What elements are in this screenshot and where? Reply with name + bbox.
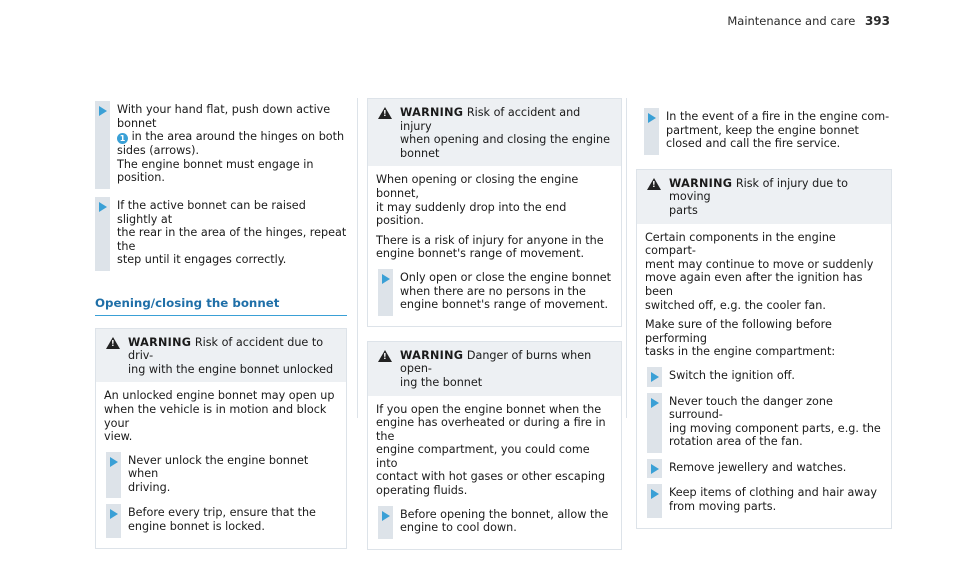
body-line: ment may continue to move or suddenly <box>645 257 874 271</box>
body-line: engine has overheated or during a fire in the <box>376 416 606 443</box>
warning-title: when opening and closing the engine <box>400 133 611 147</box>
step-arrow-icon <box>382 274 390 284</box>
step-line: Remove jewellery and watches. <box>669 460 847 474</box>
step-line: Before every trip, ensure that the <box>128 506 316 520</box>
header-section-title: Maintenance and care <box>727 14 856 28</box>
warning-triangle-icon <box>647 178 661 190</box>
step-line: sides (arrows). <box>117 144 200 158</box>
step-arrow-icon <box>651 464 659 474</box>
step-arrow-icon <box>99 106 107 116</box>
warning-title: ing the bonnet <box>400 375 483 389</box>
step-only-open-close <box>378 271 613 312</box>
warning-title: Danger of burns when open- <box>400 348 592 376</box>
column-divider <box>626 98 627 418</box>
step-line: step until it engages correctly. <box>117 253 287 267</box>
step-ignition-off <box>647 369 883 383</box>
body-line: There is a risk of injury for anyone in the <box>376 233 604 247</box>
body-line: operating fluids. <box>376 484 468 498</box>
column-divider <box>357 98 358 418</box>
step-ensure-locked <box>106 506 338 533</box>
warning-triangle-icon <box>378 350 392 362</box>
warning-title: Risk of accident due to driv- <box>128 335 324 363</box>
step-line: engine bonnet's range of movement. <box>400 298 609 312</box>
warning-label: WARNING <box>400 348 464 362</box>
step-line: closed and call the fire service. <box>666 137 841 151</box>
warning-box-burns <box>367 341 622 550</box>
step-never-touch <box>647 395 883 449</box>
step-line: engine bonnet is locked. <box>128 520 265 534</box>
warning-header <box>368 99 621 166</box>
step-line: Keep items of clothing and hair away <box>669 486 877 500</box>
column-3 <box>636 110 892 543</box>
step-line: If the active bonnet can be raised slightly at <box>117 198 306 226</box>
step-line: driving. <box>128 480 171 494</box>
step-line: partment, keep the engine bonnet <box>666 123 859 137</box>
step-arrow-icon <box>382 511 390 521</box>
section-title: Opening/closing the bonnet <box>95 297 347 316</box>
step-line: Never unlock the engine bonnet when <box>128 453 309 481</box>
body-line: engine compartment, you could come into <box>376 443 590 470</box>
body-line: when the vehicle is in motion and block your <box>104 402 327 430</box>
step-arrow-icon <box>110 509 118 519</box>
body-line: tasks in the engine compartment: <box>645 345 836 359</box>
warning-body <box>637 224 891 528</box>
step-line: Before opening the bonnet, allow the <box>400 507 609 521</box>
step-line: ing moving component parts, e.g. the <box>669 421 881 435</box>
warning-title: bonnet <box>400 146 440 160</box>
step-push-bonnet <box>95 103 347 185</box>
body-line: An unlocked engine bonnet may open up <box>104 389 335 403</box>
warning-label: WARNING <box>669 176 733 190</box>
step-line: Switch the ignition off. <box>669 368 795 382</box>
warning-header <box>368 342 621 396</box>
step-line: The engine bonnet must engage in position. <box>117 157 314 185</box>
body-line: view. <box>104 430 133 444</box>
body-line: move again even after the ignition has been <box>645 271 863 298</box>
warning-label: WARNING <box>400 106 464 119</box>
step-line: rotation area of the fan. <box>669 435 803 449</box>
step-never-unlock <box>106 454 338 495</box>
step-line: the rear in the area of the hinges, repeat the <box>117 226 347 253</box>
step-repeat <box>95 199 347 267</box>
column-2 <box>367 98 622 564</box>
warning-header <box>637 170 891 224</box>
warning-body <box>368 166 621 325</box>
step-arrow-icon <box>651 489 659 499</box>
running-header <box>727 15 890 29</box>
warning-body <box>368 396 621 549</box>
body-line: switched off, e.g. the cooler fan. <box>645 298 826 312</box>
warning-header <box>96 329 346 383</box>
warning-box-accident-injury <box>367 98 622 327</box>
step-line: In the event of a fire in the engine com- <box>666 110 890 123</box>
warning-triangle-icon <box>378 107 392 119</box>
warning-box-accident-unlocked <box>95 328 347 549</box>
step-arrow-icon <box>110 457 118 467</box>
step-arrow-icon <box>99 202 107 212</box>
warning-triangle-icon <box>106 337 120 349</box>
step-fire-service <box>644 110 892 151</box>
step-keep-clothing <box>647 486 883 513</box>
body-line: When opening or closing the engine bonnet, <box>376 173 579 200</box>
column-1 <box>95 103 347 563</box>
body-line: Certain components in the engine compart- <box>645 230 836 258</box>
warning-label: WARNING <box>128 335 192 349</box>
step-line: Only open or close the engine bonnet <box>400 270 612 284</box>
body-line: If you open the engine bonnet when the <box>376 402 602 416</box>
warning-title: Risk of accident and injury <box>400 106 581 133</box>
body-line: Make sure of the following before performing <box>645 318 832 345</box>
warning-body <box>96 382 346 547</box>
step-arrow-icon <box>651 372 659 382</box>
callout-1-badge: 1 <box>117 133 128 144</box>
step-line: when there are no persons in the <box>400 284 586 298</box>
step-line: With your hand flat, push down active bonnet <box>117 103 331 130</box>
warning-title: ing with the engine bonnet unlocked <box>128 362 334 376</box>
step-line: in the area around the hinges on both <box>131 130 345 144</box>
step-remove-jewellery <box>647 461 883 475</box>
step-line: Never touch the danger zone surround- <box>669 394 833 422</box>
step-line: engine to cool down. <box>400 521 517 535</box>
step-line: from moving parts. <box>669 500 777 514</box>
page-number: 393 <box>864 14 890 28</box>
body-line: engine bonnet's range of movement. <box>376 247 585 261</box>
warning-box-moving-parts <box>636 169 892 529</box>
warning-title: parts <box>669 203 698 217</box>
step-arrow-icon <box>648 113 656 123</box>
step-arrow-icon <box>651 398 659 408</box>
step-allow-cool <box>378 508 613 535</box>
body-line: it may suddenly drop into the end position. <box>376 200 567 228</box>
warning-title: Risk of injury due to moving <box>669 176 848 204</box>
body-line: contact with hot gases or other escaping <box>376 470 606 484</box>
